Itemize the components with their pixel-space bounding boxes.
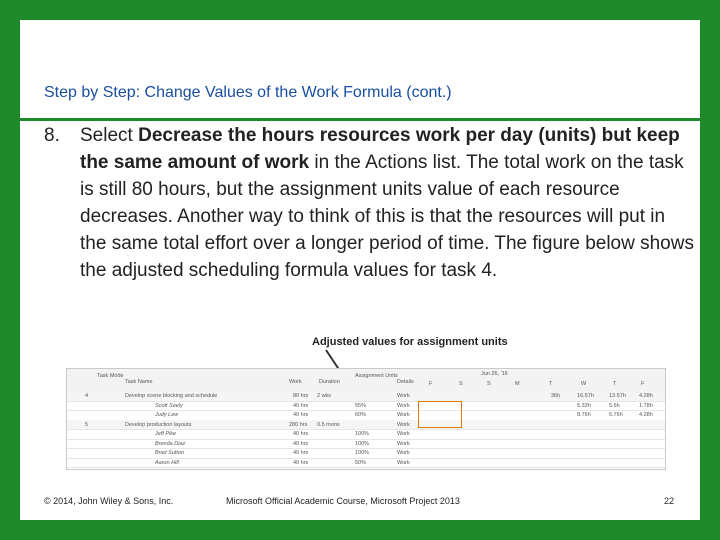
- step-intro: Select: [80, 125, 139, 146]
- f-value: 4.28h: [639, 393, 653, 399]
- details-value: Work: [397, 431, 410, 437]
- col-details: Details: [397, 379, 414, 385]
- details-value: Work: [397, 440, 410, 447]
- w-value: 5.33h: [577, 402, 591, 409]
- work-value: 40 hrs: [293, 440, 309, 447]
- row-id: 4: [85, 393, 89, 399]
- duration-value: 2 wks: [317, 393, 332, 399]
- units-value: 100%: [355, 431, 370, 437]
- project-screenshot: [66, 368, 666, 470]
- units-value: 50%: [355, 459, 367, 466]
- f-value: 1.78h: [639, 402, 653, 409]
- units-value: 60%: [355, 412, 367, 418]
- units-value: 100%: [355, 450, 370, 456]
- task-name: Develop scene blocking and schedule: [125, 393, 218, 399]
- col-task-name: Task Name: [125, 379, 153, 385]
- work-value: 40 hrs: [293, 459, 309, 466]
- footer-course: Microsoft Official Academic Course, Microsoft Project 2013: [226, 496, 460, 506]
- col-assignment-units: Assignment Units: [355, 373, 398, 379]
- day-w: W: [581, 381, 587, 387]
- work-value: 80 hrs: [293, 393, 309, 399]
- slide-border-right: [700, 0, 720, 540]
- task-name: Brenda Diaz: [155, 440, 186, 447]
- day-s2: S: [487, 381, 491, 387]
- step-rest: in the Actions list. The total work on the task is still 80 hours, but the assignment units value of each resource decreases. Another way to think of this is that the resources will put in the same total effort over a longer period of time. The figure below shows the adjusted scheduling formula values for task 4.: [80, 152, 694, 281]
- task-name: Scott Seely: [155, 402, 183, 409]
- slide-number: 22: [664, 496, 675, 506]
- slide-border-left: [0, 0, 20, 540]
- units-highlight-box: [418, 401, 462, 428]
- units-value: 55%: [355, 402, 367, 409]
- work-value: 40 hrs: [293, 402, 309, 409]
- day-s1: S: [459, 381, 463, 387]
- col-task-mode: Task Mode: [97, 373, 124, 379]
- title-divider: [20, 118, 700, 121]
- w-value: 16.57h: [577, 393, 594, 399]
- slide-border-top: [0, 0, 720, 20]
- t-value: 36h: [551, 393, 561, 399]
- col-work: Work: [289, 379, 302, 385]
- step-text: [80, 122, 694, 284]
- task-name: Develop production layouts: [125, 421, 192, 428]
- th-value: 13.57h: [609, 393, 626, 399]
- details-value: Work: [397, 459, 410, 466]
- w-value: 8.76h: [577, 412, 591, 418]
- details-value: Work: [397, 393, 410, 399]
- table-row: [67, 458, 665, 469]
- timescale-date: Jun 26, '16: [481, 371, 508, 377]
- th-value: 5.6h: [609, 402, 620, 409]
- details-value: Work: [397, 402, 410, 409]
- day-th: T: [613, 381, 617, 387]
- details-value: Work: [397, 421, 410, 428]
- task-name: Aaron Hill: [155, 459, 179, 466]
- day-t: T: [549, 381, 553, 387]
- units-value: 100%: [355, 440, 370, 447]
- th-value: 6.76h: [609, 412, 623, 418]
- work-value: 40 hrs: [293, 431, 309, 437]
- work-value: 280 hrs: [289, 421, 308, 428]
- task-name: Judy Lew: [155, 412, 179, 418]
- sheet-header: [67, 369, 665, 392]
- step-number: 8.: [44, 125, 60, 146]
- task-name: Brad Sutton: [155, 450, 185, 456]
- slide-border-bottom: [0, 520, 720, 540]
- day-m: M: [515, 381, 520, 387]
- slide-title: Step by Step: Change Values of the Work Formula (cont.): [44, 84, 452, 101]
- f-value: 4.28h: [639, 412, 653, 418]
- duration-value: 0.5 mons: [317, 421, 340, 428]
- row-id: 5: [85, 421, 89, 428]
- work-value: 40 hrs: [293, 412, 309, 418]
- step-bold-option: Decrease the hours resources work per day (units) but keep the same amount of work: [80, 125, 680, 173]
- details-value: Work: [397, 450, 410, 456]
- figure-callout: Adjusted values for assignment units: [312, 336, 508, 348]
- day-f2: F: [641, 381, 645, 387]
- col-duration: Duration: [319, 379, 340, 385]
- task-name: Jeff Pike: [155, 431, 177, 437]
- day-f1: F: [429, 381, 433, 387]
- work-value: 40 hrs: [293, 450, 309, 456]
- details-value: Work: [397, 412, 410, 418]
- footer-copyright: © 2014, John Wiley & Sons, Inc.: [44, 496, 174, 506]
